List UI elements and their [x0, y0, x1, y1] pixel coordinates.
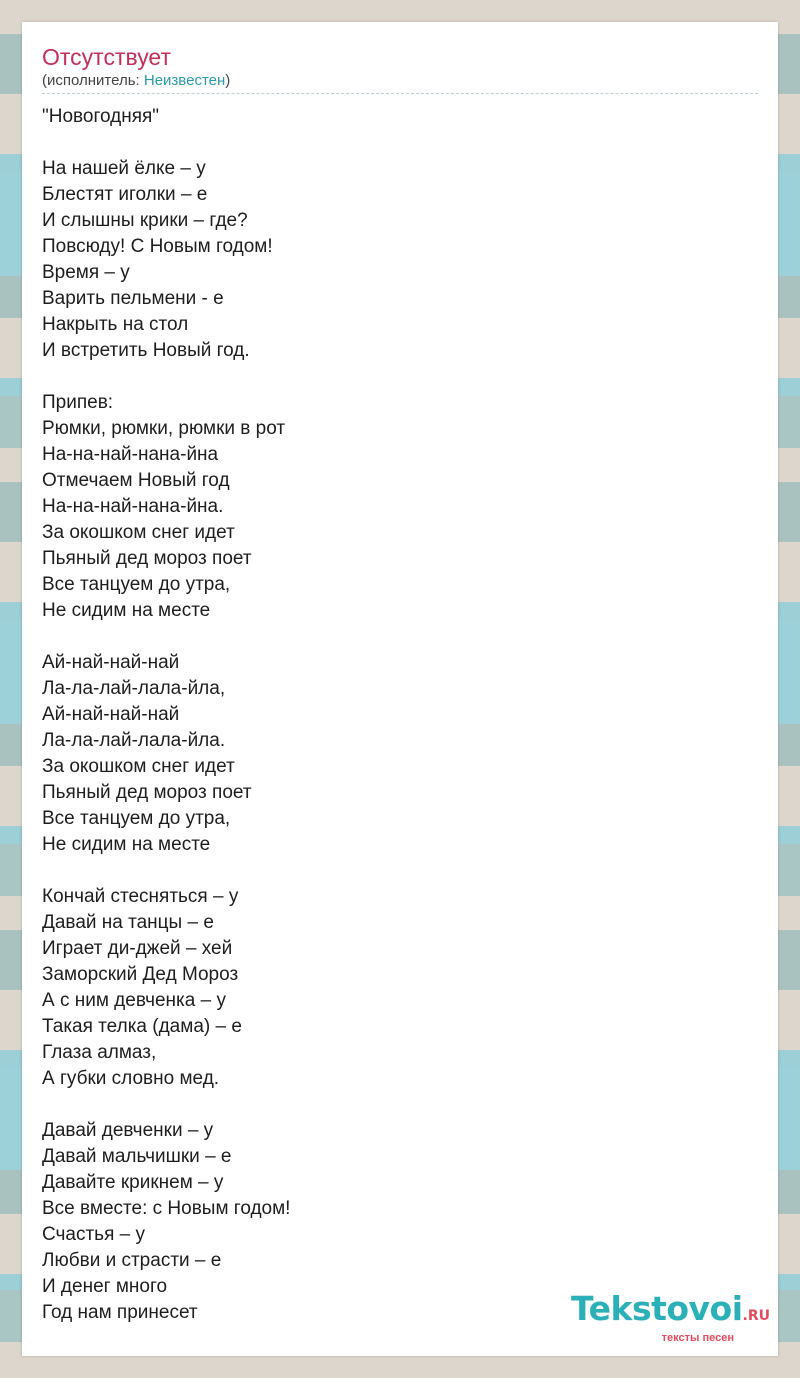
- lyric-line: Отмечаем Новый год: [42, 470, 230, 491]
- lyric-line: "Новогодняя": [42, 106, 160, 127]
- lyric-line: За окошком снег идет: [42, 522, 235, 543]
- lyric-line: Ла-ла-лай-лала-йла.: [42, 730, 226, 751]
- lyric-line: Рюмки, рюмки, рюмки в рот: [42, 418, 286, 439]
- logo-tagline: тексты песен: [661, 1332, 734, 1344]
- lyric-blank-line: [42, 364, 742, 390]
- lyric-line: И денег много: [42, 1276, 168, 1297]
- logo-tld: .RU: [742, 1308, 770, 1324]
- lyric-line: Припев:: [42, 392, 114, 413]
- lyric-line: Год нам принесет: [42, 1302, 198, 1323]
- lyric-line: Пьяный дед мороз поет: [42, 782, 252, 803]
- lyric-line: Накрыть на стол: [42, 314, 189, 335]
- lyric-line: Глаза алмаз,: [42, 1042, 157, 1063]
- lyric-line: Все танцуем до утра,: [42, 808, 231, 829]
- artist-prefix: (исполнитель:: [42, 72, 144, 89]
- lyric-line: Ай-най-най-най: [42, 652, 180, 673]
- lyric-line: И встретить Новый год.: [42, 340, 250, 361]
- lyric-line: И слышны крики – где?: [42, 210, 248, 231]
- lyric-line: За окошком снег идет: [42, 756, 235, 777]
- lyric-line: Не сидим на месте: [42, 600, 211, 621]
- lyric-line: Любви и страсти – е: [42, 1250, 222, 1271]
- title-divider: [42, 93, 758, 94]
- artist-suffix: ): [225, 72, 231, 89]
- lyric-line: Время – у: [42, 262, 130, 283]
- lyric-line: Заморский Дед Мороз: [42, 964, 239, 985]
- site-logo[interactable]: [570, 1289, 770, 1344]
- song-title: Отсутствует: [42, 44, 171, 70]
- lyric-line: Не сидим на месте: [42, 834, 211, 855]
- lyric-line: Все танцуем до утра,: [42, 574, 231, 595]
- lyric-line: Давай на танцы – е: [42, 912, 214, 933]
- lyric-line: Кончай стесняться – у: [42, 886, 239, 907]
- lyric-line: Давайте крикнем – у: [42, 1172, 224, 1193]
- lyric-line: А с ним девченка – у: [42, 990, 226, 1011]
- lyric-line: На-на-най-нана-йна: [42, 444, 219, 465]
- lyric-line: Такая телка (дама) – е: [42, 1016, 242, 1037]
- lyric-line: Варить пельмени - е: [42, 288, 224, 309]
- lyric-line: А губки словно мед.: [42, 1068, 220, 1089]
- lyric-line: Повсюду! С Новым годом!: [42, 236, 273, 257]
- logo-wordmark: [570, 1289, 770, 1332]
- lyrics-card: [22, 22, 778, 1356]
- lyric-line: Все вместе: с Новым годом!: [42, 1198, 291, 1219]
- artist-link[interactable]: Неизвестен: [143, 72, 226, 89]
- logo-name: Tekstovoi: [570, 1289, 743, 1328]
- lyric-blank-line: [42, 1092, 742, 1118]
- artist-line: [42, 72, 230, 90]
- lyric-line: На нашей ёлке – у: [42, 158, 206, 179]
- lyric-line: Играет ди-джей – хей: [42, 938, 233, 959]
- lyric-line: Давай девченки – у: [42, 1120, 214, 1141]
- lyric-blank-line: [42, 858, 742, 884]
- lyric-line: Ай-най-най-най: [42, 704, 180, 725]
- lyric-line: Пьяный дед мороз поет: [42, 548, 252, 569]
- lyric-line: Ла-ла-лай-лала-йла,: [42, 678, 226, 699]
- lyric-line: Блестят иголки – е: [42, 184, 208, 205]
- lyric-line: Давай мальчишки – е: [42, 1146, 232, 1167]
- lyric-blank-line: [42, 130, 742, 156]
- lyric-blank-line: [42, 624, 742, 650]
- lyric-line: На-на-най-нана-йна.: [42, 496, 224, 517]
- lyrics-text: [42, 104, 742, 1326]
- lyric-line: Счастья – у: [42, 1224, 145, 1245]
